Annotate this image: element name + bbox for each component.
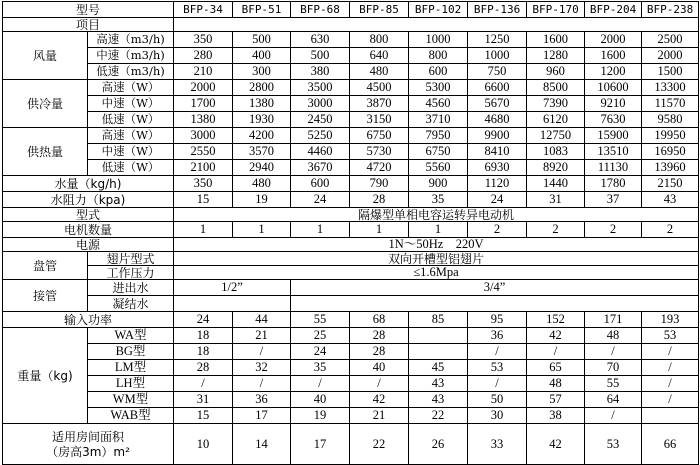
value-cell: 6750	[350, 128, 409, 144]
value-cell: 1380	[174, 112, 233, 128]
value-cell: 15900	[585, 128, 642, 144]
value-cell: 13510	[585, 144, 642, 160]
sub-label: 工作压力	[88, 266, 174, 280]
model-name: BFP-34	[174, 2, 233, 18]
value-cell: 15	[174, 192, 233, 208]
value-cell: 10600	[585, 80, 642, 96]
value-cell: /	[291, 376, 350, 392]
cooling-label: 供冷量	[3, 80, 88, 128]
value-cell: 300	[233, 64, 291, 80]
room-area-label-line1: 适用房间面积	[52, 429, 125, 444]
value-cell: 21	[233, 328, 291, 344]
sub-label: BG型	[88, 344, 174, 360]
value-cell: 800	[409, 48, 468, 64]
value-cell: 3000	[291, 96, 350, 112]
value-cell: 4460	[291, 144, 350, 160]
value-cell: 50	[468, 392, 527, 408]
value-cell: 25	[291, 328, 350, 344]
value-cell: 24	[291, 344, 350, 360]
value-cell: 2450	[291, 112, 350, 128]
value-cell: 21	[350, 408, 409, 424]
value-cell: 600	[409, 64, 468, 80]
value-cell: 68	[350, 312, 409, 328]
value-cell: 3000	[174, 128, 233, 144]
value-cell: 3670	[291, 160, 350, 176]
input-power-row	[3, 312, 699, 328]
value-cell: 32	[233, 360, 291, 376]
value-cell: 193	[642, 312, 699, 328]
model-name: BFP-102	[409, 2, 468, 18]
power-supply-row	[3, 238, 699, 252]
value-cell: 3710	[409, 112, 468, 128]
pipe-row	[3, 280, 699, 296]
value-cell: 48	[527, 376, 585, 392]
value-cell: 24	[291, 192, 350, 208]
model-name: BFP-204	[585, 2, 642, 18]
type-row	[3, 208, 699, 222]
weight-row	[3, 344, 699, 360]
value-cell: 3870	[350, 96, 409, 112]
model-name: BFP-170	[527, 2, 585, 18]
weight-row	[3, 392, 699, 408]
value-cell: 7630	[585, 112, 642, 128]
value-cell: /	[468, 376, 527, 392]
value-cell: 900	[409, 176, 468, 192]
type-label: 型式	[3, 208, 174, 222]
sub-label: 中速（m3/h)	[88, 48, 174, 64]
value-cell: 1600	[585, 48, 642, 64]
value-cell	[409, 328, 468, 344]
value-cell: 630	[291, 32, 350, 48]
value-cell: 28	[350, 192, 409, 208]
value-cell: 7390	[527, 96, 585, 112]
value-cell: 350	[174, 32, 233, 48]
value-cell: 1	[233, 222, 291, 238]
motor-count-label: 电机数量	[3, 222, 174, 238]
value-cell: 95	[468, 312, 527, 328]
empty-cell	[174, 18, 699, 32]
value-cell: 18	[174, 328, 233, 344]
value-cell: 2000	[642, 48, 699, 64]
value-cell: /	[642, 392, 699, 408]
value-cell: 17	[291, 424, 350, 465]
value-cell: 2	[527, 222, 585, 238]
value-cell: 5560	[409, 160, 468, 176]
airflow-label: 风量	[3, 32, 88, 80]
value-cell: 280	[174, 48, 233, 64]
value-cell: 17	[233, 408, 291, 424]
value-cell: 2100	[174, 160, 233, 176]
value-cell: 2500	[642, 32, 699, 48]
value-cell: 35	[291, 360, 350, 376]
coil-row	[3, 266, 699, 280]
value-cell: 6930	[468, 160, 527, 176]
value-cell: 44	[233, 312, 291, 328]
value-cell: 24	[174, 312, 233, 328]
value-cell: 1120	[468, 176, 527, 192]
value-cell: 33	[468, 424, 527, 465]
value-cell: /	[642, 344, 699, 360]
value-cell: 1380	[233, 96, 291, 112]
value-cell: 1280	[527, 48, 585, 64]
value-cell	[642, 408, 699, 424]
coil-row	[3, 252, 699, 266]
sub-label: LM型	[88, 360, 174, 376]
value-cell: 4500	[350, 80, 409, 96]
value-cell: 2150	[642, 176, 699, 192]
value-cell: 5300	[409, 80, 468, 96]
input-power-label: 输入功率	[3, 312, 174, 328]
sub-label: 高速（m3/h)	[88, 32, 174, 48]
value-cell: 8410	[468, 144, 527, 160]
value-cell: 55	[585, 376, 642, 392]
model-name: BFP-136	[468, 2, 527, 18]
value-cell: /	[585, 344, 642, 360]
sub-label: WAB型	[88, 408, 174, 424]
value-cell: 6600	[468, 80, 527, 96]
value-cell: 7950	[409, 128, 468, 144]
value-cell: 36	[468, 328, 527, 344]
value-cell: 26	[409, 424, 468, 465]
water-flow-label: 水量（kg/h)	[3, 176, 174, 192]
model-name: BFP-238	[642, 2, 699, 18]
value-cell: 36	[233, 392, 291, 408]
pipe-size-small: 1/2”	[174, 280, 291, 296]
value-cell: 4680	[468, 112, 527, 128]
sub-label: 低速（W）	[88, 112, 174, 128]
power-supply-label: 电源	[3, 238, 174, 252]
value-cell: 1000	[468, 48, 527, 64]
value-cell: 1	[350, 222, 409, 238]
coil-label: 盘管	[3, 252, 88, 280]
weight-row	[3, 360, 699, 376]
sub-label: 进出水	[88, 280, 174, 296]
sub-label: 低速（m3/h)	[88, 64, 174, 80]
value-cell: 30	[468, 408, 527, 424]
sub-label: 中速（W）	[88, 96, 174, 112]
value-cell: 13960	[642, 160, 699, 176]
header-row	[3, 2, 699, 18]
heating-label: 供热量	[3, 128, 88, 176]
model-name: BFP-85	[350, 2, 409, 18]
value-cell: 22	[409, 408, 468, 424]
cooling-row	[3, 112, 699, 128]
value-cell: 42	[350, 392, 409, 408]
value-cell: 43	[642, 192, 699, 208]
value-cell: 2000	[174, 80, 233, 96]
value-cell: 1200	[585, 64, 642, 80]
airflow-row	[3, 48, 699, 64]
airflow-row	[3, 32, 699, 48]
fin-type-value: 双向开槽型铝翅片	[174, 252, 699, 266]
value-cell: 64	[585, 392, 642, 408]
value-cell: 43	[409, 392, 468, 408]
value-cell: 1	[409, 222, 468, 238]
value-cell: 12750	[527, 128, 585, 144]
airflow-row	[3, 64, 699, 80]
working-pressure-value: ≤1.6Mpa	[174, 266, 699, 280]
sub-label: 高速（W）	[88, 80, 174, 96]
value-cell: 380	[291, 64, 350, 80]
value-cell: 3570	[233, 144, 291, 160]
sub-label: 翅片型式	[88, 252, 174, 266]
value-cell: 43	[409, 376, 468, 392]
value-cell: 1	[291, 222, 350, 238]
value-cell: 171	[585, 312, 642, 328]
value-cell: 19	[233, 192, 291, 208]
sub-label: 凝结水	[88, 296, 174, 312]
value-cell: 65	[527, 360, 585, 376]
value-cell: 500	[291, 48, 350, 64]
value-cell: /	[174, 376, 233, 392]
value-cell: 15	[174, 408, 233, 424]
value-cell: 790	[350, 176, 409, 192]
value-cell: 4200	[233, 128, 291, 144]
value-cell: 1600	[527, 32, 585, 48]
value-cell: 40	[291, 392, 350, 408]
value-cell: 18	[174, 344, 233, 360]
value-cell: 800	[350, 32, 409, 48]
water-resistance-row	[3, 192, 699, 208]
sub-label: WM型	[88, 392, 174, 408]
sub-label: 低速（W）	[88, 160, 174, 176]
value-cell: 4720	[350, 160, 409, 176]
item-row	[3, 18, 699, 32]
value-cell: 1930	[233, 112, 291, 128]
empty-cell	[174, 296, 291, 312]
value-cell: 750	[468, 64, 527, 80]
value-cell: 28	[350, 344, 409, 360]
value-cell: 8500	[527, 80, 585, 96]
value-cell: 2	[642, 222, 699, 238]
value-cell: 2	[585, 222, 642, 238]
value-cell: 57	[527, 392, 585, 408]
value-cell: 6120	[527, 112, 585, 128]
value-cell: 1700	[174, 96, 233, 112]
value-cell: 5250	[291, 128, 350, 144]
pipe-row	[3, 296, 699, 312]
model-label: 型号	[3, 2, 174, 18]
value-cell: 40	[350, 360, 409, 376]
value-cell: 31	[527, 192, 585, 208]
item-label: 项目	[3, 18, 174, 32]
weight-label: 重量（kg)	[3, 328, 88, 424]
value-cell: 5730	[350, 144, 409, 160]
model-name: BFP-51	[233, 2, 291, 18]
value-cell: 480	[350, 64, 409, 80]
value-cell: 2800	[233, 80, 291, 96]
weight-row	[3, 408, 699, 424]
value-cell: 1250	[468, 32, 527, 48]
power-supply-value: 1N～50Hz 220V	[174, 238, 699, 252]
value-cell: 3150	[350, 112, 409, 128]
value-cell: 28	[174, 360, 233, 376]
water-flow-row	[3, 176, 699, 192]
value-cell: 640	[350, 48, 409, 64]
value-cell: 9580	[642, 112, 699, 128]
value-cell: /	[350, 376, 409, 392]
room-area-label	[3, 424, 174, 465]
value-cell: 400	[233, 48, 291, 64]
heating-row	[3, 128, 699, 144]
value-cell: 11570	[642, 96, 699, 112]
value-cell: /	[642, 360, 699, 376]
value-cell: 16950	[642, 144, 699, 160]
water-resistance-label: 水阻力（kpa)	[3, 192, 174, 208]
value-cell: 6750	[409, 144, 468, 160]
value-cell: 4560	[409, 96, 468, 112]
sub-label: 高速（W）	[88, 128, 174, 144]
sub-label: WA型	[88, 328, 174, 344]
value-cell: 2000	[585, 32, 642, 48]
value-cell: 19	[291, 408, 350, 424]
room-area-label-line2: （房高3m）m²	[46, 444, 130, 459]
value-cell: 85	[409, 312, 468, 328]
model-name: BFP-68	[291, 2, 350, 18]
value-cell: 5670	[468, 96, 527, 112]
value-cell	[409, 344, 468, 360]
value-cell: 9900	[468, 128, 527, 144]
value-cell: 42	[527, 328, 585, 344]
value-cell: 31	[174, 392, 233, 408]
value-cell: 2	[468, 222, 527, 238]
value-cell: /	[527, 344, 585, 360]
value-cell: 38	[527, 408, 585, 424]
weight-row	[3, 328, 699, 344]
value-cell: 66	[642, 424, 699, 465]
cooling-row	[3, 96, 699, 112]
value-cell: 55	[291, 312, 350, 328]
room-area-row	[3, 424, 699, 465]
value-cell: 8920	[527, 160, 585, 176]
value-cell: 48	[585, 328, 642, 344]
heating-row	[3, 144, 699, 160]
value-cell: 2550	[174, 144, 233, 160]
value-cell: 1500	[642, 64, 699, 80]
value-cell: 45	[409, 360, 468, 376]
value-cell: 37	[585, 192, 642, 208]
value-cell: 28	[350, 328, 409, 344]
value-cell: 350	[174, 176, 233, 192]
value-cell: 13300	[642, 80, 699, 96]
value-cell: 53	[585, 424, 642, 465]
value-cell: 2940	[233, 160, 291, 176]
weight-row	[3, 376, 699, 392]
value-cell: /	[585, 408, 642, 424]
value-cell: 35	[409, 192, 468, 208]
motor-count-row	[3, 222, 699, 238]
value-cell: /	[468, 344, 527, 360]
value-cell: 10	[174, 424, 233, 465]
value-cell: 500	[233, 32, 291, 48]
value-cell: 1440	[527, 176, 585, 192]
value-cell: 600	[291, 176, 350, 192]
value-cell: 152	[527, 312, 585, 328]
value-cell: /	[233, 376, 291, 392]
heating-row	[3, 160, 699, 176]
pipe-size-large: 3/4”	[291, 280, 699, 296]
value-cell: 1000	[409, 32, 468, 48]
value-cell: 210	[174, 64, 233, 80]
value-cell: 1780	[585, 176, 642, 192]
value-cell: 14	[233, 424, 291, 465]
spec-table	[2, 1, 699, 465]
value-cell: 960	[527, 64, 585, 80]
value-cell: 480	[233, 176, 291, 192]
pipe-label: 接管	[3, 280, 88, 312]
value-cell: 9210	[585, 96, 642, 112]
value-cell: 11130	[585, 160, 642, 176]
value-cell: 53	[468, 360, 527, 376]
value-cell: 53	[642, 328, 699, 344]
sub-label: 中速（W）	[88, 144, 174, 160]
value-cell: /	[642, 376, 699, 392]
value-cell: 3500	[291, 80, 350, 96]
empty-cell	[291, 296, 699, 312]
value-cell: /	[233, 344, 291, 360]
type-value: 隔爆型单相电容运转异电动机	[174, 208, 699, 222]
value-cell: 70	[585, 360, 642, 376]
cooling-row	[3, 80, 699, 96]
value-cell: 42	[527, 424, 585, 465]
sub-label: LH型	[88, 376, 174, 392]
value-cell: 22	[350, 424, 409, 465]
value-cell: 1083	[527, 144, 585, 160]
value-cell: 1	[174, 222, 233, 238]
value-cell: 19950	[642, 128, 699, 144]
value-cell: 24	[468, 192, 527, 208]
